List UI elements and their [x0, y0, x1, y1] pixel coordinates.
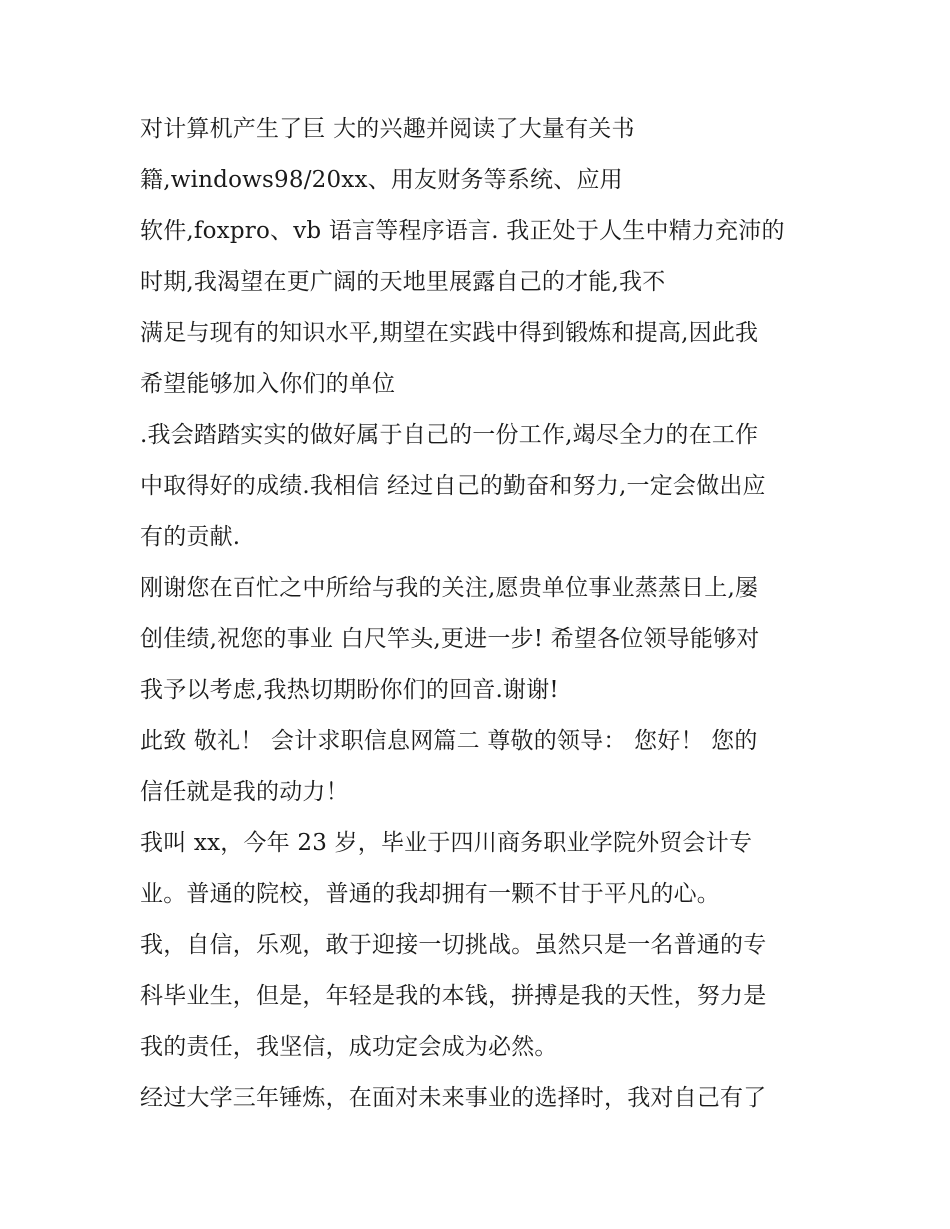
text-line: 刚谢您在百忙之中所给与我的关注,愿贵单位事业蒸蒸日上,屡 [140, 575, 759, 601]
body-text [140, 104, 830, 1124]
text-line: 时期,我渴望在更广阔的天地里展露自己的才能,我不 [140, 269, 666, 295]
text-line: 对计算机产生了巨 大的兴趣并阅读了大量有关书 [140, 116, 635, 142]
text-line: 籍,windows98/20xx、用友财务等系统、应用 [140, 167, 623, 193]
text-line: 希望能够加入你们的单位 [140, 371, 396, 397]
text-line: 创佳绩,祝您的事业 白尺竿头,更进一步! 希望各位领导能够对 [140, 626, 760, 652]
text-line: 软件,foxpro、vb 语言等程序语言. 我正处于人生中精力充沛的 [140, 218, 785, 244]
text-line: 中取得好的成绩.我相信 经过自己的勤奋和努力,一定会做出应 [140, 473, 766, 499]
text-line: 我，自信，乐观，敢于迎接一切挑战。虽然只是一名普通的专 [140, 932, 767, 958]
text-line: 经过大学三年锤炼，在面对未来事业的选择时，我对自己有了 [140, 1085, 767, 1111]
text-line: 我的责任，我坚信，成功定会成为必然。 [140, 1034, 558, 1060]
text-line: 业。普通的院校，普通的我却拥有一颗不甘于平凡的心。 [140, 881, 720, 907]
text-line: 我予以考虑,我热切期盼你们的回音.谢谢! [140, 677, 559, 703]
text-line: 科毕业生，但是，年轻是我的本钱，拼搏是我的天性，努力是 [140, 983, 767, 1009]
text-line: 有的贡献. [140, 524, 241, 550]
text-line: .我会踏踏实实的做好属于自己的一份工作,竭尽全力的在工作 [140, 422, 759, 448]
text-line: 我叫 xx，今年 23 岁，毕业于四川商务职业学院外贸会计专 [140, 830, 753, 856]
text-line: 信任就是我的动力！ [140, 779, 349, 805]
text-line: 此致 敬礼！ 会计求职信息网篇二 尊敬的领导： 您好！ 您的 [140, 728, 758, 754]
text-line: 满足与现有的知识水平,期望在实践中得到锻炼和提高,因此我 [140, 320, 759, 346]
